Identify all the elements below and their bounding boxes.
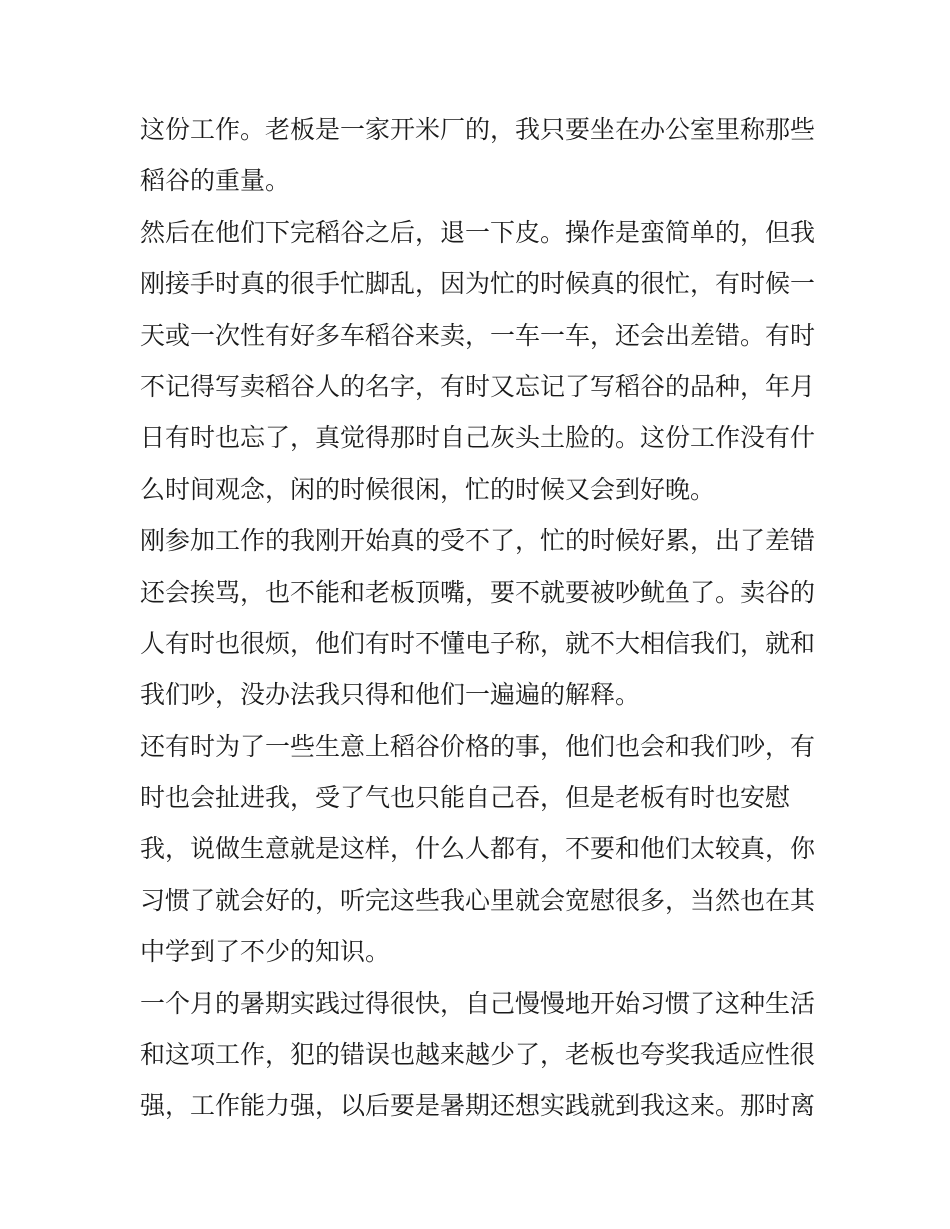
text-line: 还有时为了一些生意上稻谷价格的事，他们也会和我们吵，有: [140, 731, 816, 761]
text-line: 我，说做生意就是这样，什么人都有，不要和他们太较真，你: [140, 834, 816, 864]
text-line: 么时间观念，闲的时候很闲，忙的时候又会到好晚。: [140, 474, 716, 504]
text-line: 中学到了不少的知识。: [140, 937, 391, 967]
text-line: 天或一次性有好多车稻谷来卖，一车一车，还会出差错。有时: [140, 320, 816, 350]
text-line: 刚接手时真的很手忙脚乱，因为忙的时候真的很忙，有时候一: [140, 269, 816, 299]
text-line: 日有时也忘了，真觉得那时自己灰头土脸的。这份工作没有什: [140, 423, 816, 453]
text-line: 人有时也很烦，他们有时不懂电子称，就不大相信我们，就和: [140, 628, 816, 658]
body-text: [140, 104, 820, 1132]
text-line: 一个月的暑期实践过得很快，自己慢慢地开始习惯了这种生活: [140, 988, 816, 1018]
text-line: 我们吵，没办法我只得和他们一遍遍的解释。: [140, 680, 641, 710]
text-line: 强，工作能力强，以后要是暑期还想实践就到我这来。那时离: [140, 1091, 816, 1121]
text-line: 稻谷的重量。: [140, 166, 291, 196]
text-line: 不记得写卖稻谷人的名字，有时又忘记了写稻谷的品种，年月: [140, 371, 816, 401]
text-line: 习惯了就会好的，听完这些我心里就会宽慰很多，当然也在其: [140, 885, 816, 915]
text-line: 刚参加工作的我刚开始真的受不了，忙的时候好累，出了差错: [140, 526, 816, 556]
text-line: 和这项工作，犯的错误也越来越少了，老板也夸奖我适应性很: [140, 1040, 816, 1070]
text-line: 时也会扯进我，受了气也只能自己吞，但是老板有时也安慰: [140, 783, 791, 813]
text-line: 这份工作。老板是一家开米厂的，我只要坐在办公室里称那些: [140, 115, 816, 144]
text-line: 还会挨骂，也不能和老板顶嘴，要不就要被吵鱿鱼了。卖谷的: [140, 577, 816, 607]
text-line: 然后在他们下完稻谷之后，退一下皮。操作是蛮简单的，但我: [140, 217, 816, 247]
